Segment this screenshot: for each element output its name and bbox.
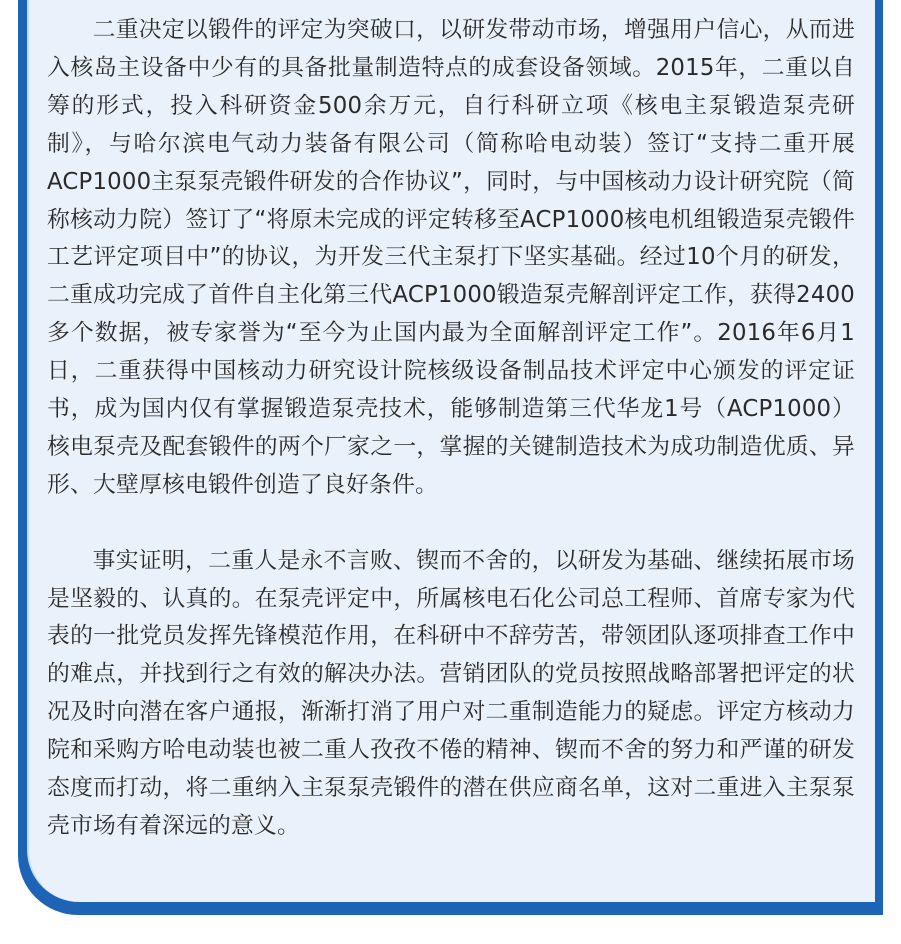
article-body — [47, 12, 855, 846]
paragraph-2: 事实证明，二重人是永不言败、锲而不舍的，以研发为基础、继续拓展市场是坚毅的、认真的。在泵壳评定中，所属核电石化公司总工程师、首席专家为代表的一批党员发挥先锋模范作用，在科研中不辞劳苦，带领团队逐项排查工作中的难点，并找到行之有效的解决办法。营销团队的党员按照战略部署把评定的状况及时向潜在客户通报，渐渐打消了用户对二重制造能力的疑虑。评定方核动力院和采购方哈电动装也被二重人孜孜不倦的精神、锲而不舍的努力和严谨的研发态度而打动，将二重纳入主泵泵壳锻件的潜在供应商名单，这对二重进入主泵泵壳市场有着深远的意义。 — [47, 547, 855, 840]
paragraph-1: 二重决定以锻件的评定为突破口，以研发带动市场，增强用户信心，从而进入核岛主设备中少有的具备批量制造特点的成套设备领域。2015年，二重以自筹的形式，投入科研资金500余万元，自行科研立项《核电主泵锻造泵壳研制》，与哈尔滨电气动力装备有限公司（简称哈电动装）签订“支持二重开展ACP1000主泵泵壳锻件研发的合作协议”，同时，与中国核动力设计研究院（简称核动力院）签订了“将原未完成的评定转移至ACP1000核电机组锻造泵壳锻件工艺评定项目中”的协议，为开发三代主泵打下坚实基础。经过10个月的研发，二重成功完成了首件自主化第三代ACP1000锻造泵壳解剖评定工作，获得2400多个数据，被专家誉为“至今为止国内最为全面解剖评定工作”。2016年6月1日，二重获得中国核动力研究设计院核级设备制品技术评定中心颁发的评定证书，成为国内仅有掌握锻造泵壳技术，能够制造第三代华龙1号（ACP1000）核电泵壳及配套锻件的两个厂家之一，掌握的关键制造技术为成功制造优质、异形、大壁厚核电锻件创造了良好条件。 — [47, 17, 855, 498]
